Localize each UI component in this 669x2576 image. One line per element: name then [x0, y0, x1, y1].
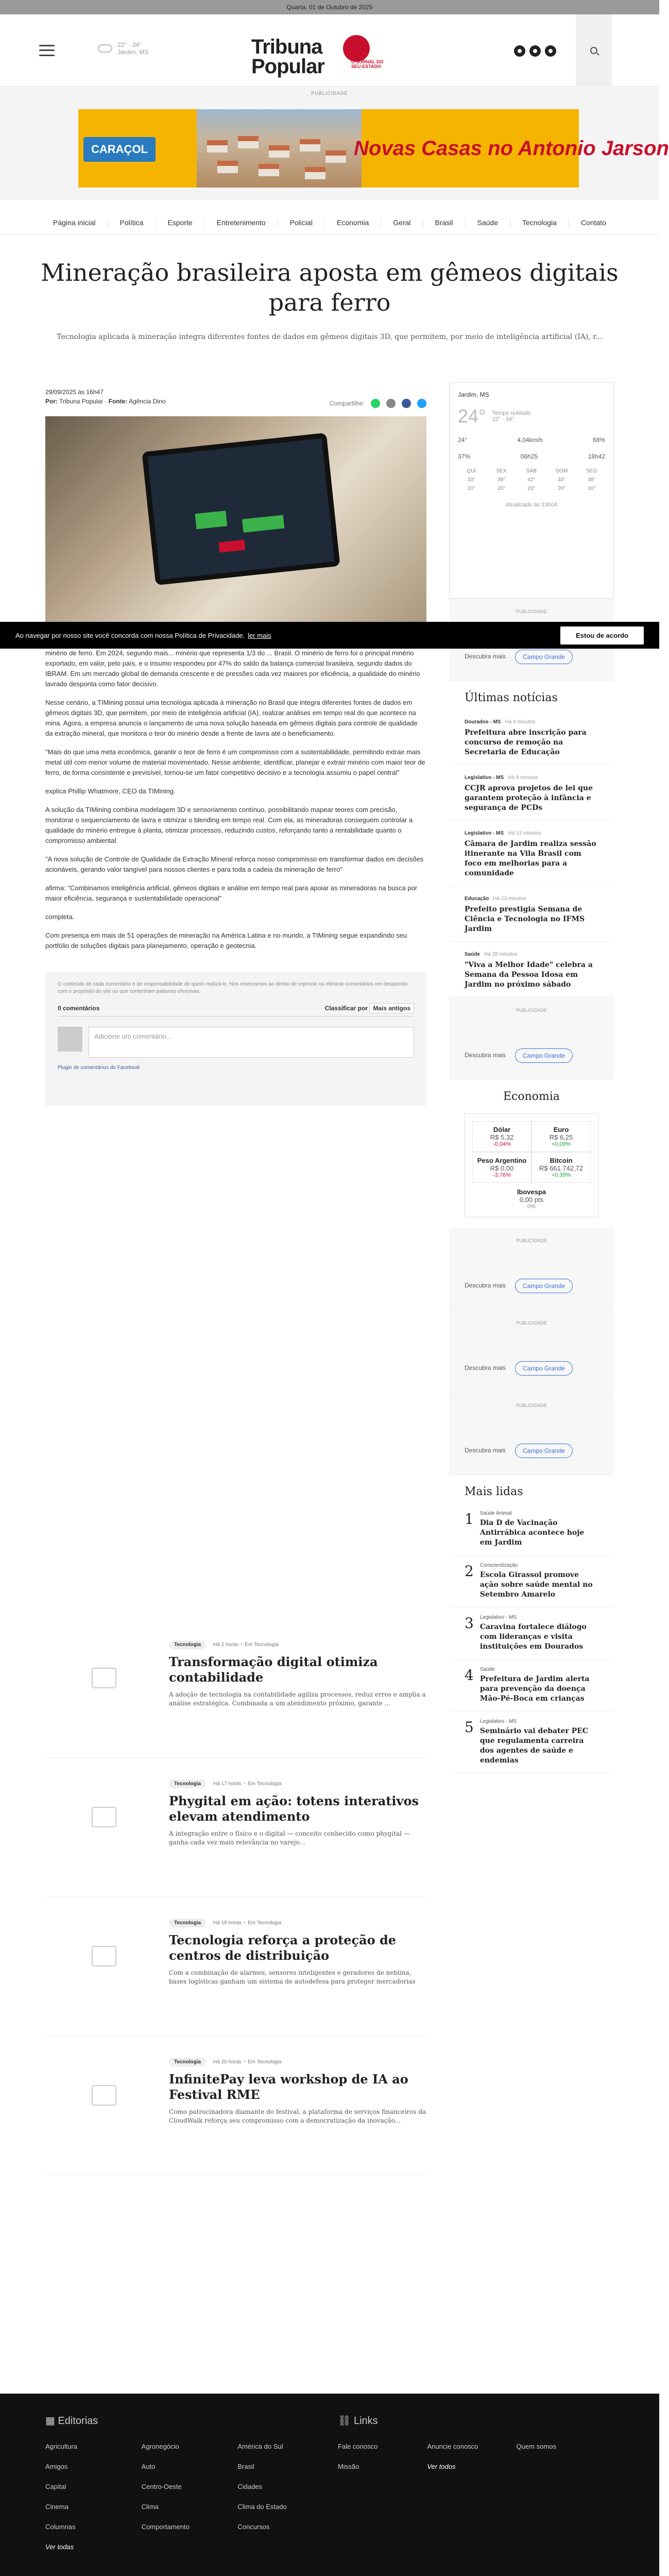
forecast-low: 20°	[467, 486, 475, 492]
rank-number: 3	[465, 1615, 474, 1632]
discover-label: Descubra mais	[465, 1364, 506, 1371]
article-text	[45, 648, 426, 951]
footer-link[interactable]: América do Sul	[237, 2443, 283, 2450]
header-temp-range: 22° · 34°	[117, 41, 142, 48]
sort-select[interactable]: Mais antigos	[369, 1003, 414, 1013]
news-title: Seminário vai debater PEC que regulamenta carreira dos agentes de saúde e endemias	[479, 1727, 589, 1765]
ad-label: PUBLICIDADE	[516, 1320, 547, 1326]
related-title[interactable]: Tecnologia reforça a proteção de centros de distribuição	[169, 1933, 397, 1963]
weather-wind: 4,04km/h	[517, 436, 543, 444]
weather-feels: 24°	[458, 436, 468, 444]
top-ad-zone	[0, 87, 669, 200]
ibovespa-value: 0,00 pts	[519, 1196, 544, 1204]
weather-temp: 24°	[458, 405, 486, 427]
category-tag[interactable]: Tecnologia	[169, 1780, 206, 1788]
youtube-icon[interactable]	[545, 45, 556, 57]
category-label: Em Tecnologia	[247, 1781, 282, 1787]
footer-link[interactable]: Clima do Estado	[237, 2503, 287, 2511]
social-links	[514, 45, 556, 57]
rank-number: 1	[465, 1511, 474, 1528]
houses-image	[197, 109, 362, 188]
category-tag[interactable]: Tecnologia	[169, 1640, 206, 1649]
related-excerpt: A adoção de tecnologia na contabilidade agiliza processos, reduz erros e amplia a análise estratégica. Combinada a um atendimento próximo, garante ...	[169, 1691, 426, 1707]
sidebar	[449, 382, 614, 1773]
footer-link[interactable]: Concursos	[237, 2523, 270, 2531]
news-category: Saúde	[465, 952, 481, 957]
search-button[interactable]	[576, 14, 612, 87]
nav-item[interactable]: Geral	[381, 218, 423, 227]
facebook-share-icon[interactable]	[402, 399, 411, 408]
article-body: 29/09/2025 às 16h47 Por: Tribuna Popular · Fonte: Agência Dino Compartilhe: minério de ferro. Em 2024, segundo mais... minério que representa 1/3 do ... Brasil. O minério de ferro foi o principal minério exportado, em valor, pelo país, e o insumo respondeu por 47% do saldo da balança comercial brasileira, segundo dados do IBRAM. Em um mercado global de demanda crescente e de pressões cada vez maiores por eficiência, a qualidade do minério lavrado desponta como fator decisivo. Nesse cenário, a TIMining possui uma tecnologia aplicada à mineração no Brasil que integra diferentes fontes de dados em gêmeos digitais 3D, que permitem, por meio de inteligência artificial (IA), realizar análises em tempo real do que acontece na mina. Agora, a empresa anuncia o lançamento de uma nova solução baseada em gêmeos digitais para controle de qualidade da extração mineral, que monitora o teor do minério desde a frente de lavra até o beneficiamento. "Mais do que uma meta econômica, garantir o teor de ferro é um compromisso com a sustentabilidade, permitindo extrair mais metal útil com menor volume de material movimentado. Nesse ambiente, identificar, planejar e extrair minério com maior teor de ferro, de forma consistente e previsível, tornou-se um fator competitivo decisivo e a tecnologia assumiu o papel central" explica Phillip Whatmore, CEO da TIMining. A solução da TIMining combina modelagem 3D e sensoriamento contínuo, possibilitando mapear teores com precisão, monitorar o sequenciamento de lavra e otimizar o blending em tempo real. Com ela, as mineradoras conseguem controlar a qualidade do minério entregue à planta, otimizar processos, reduzindo custos, reforçando tanto a rentabilidade quanto o compromisso ambiental. "A nova solução de Controle de Qualidade da Extração Mineral reforça nosso compromisso em transformar dados em decisões acionáveis, gerando valor tangível para nossos clientes e para toda a cadeia da mineração de ferro" afirma: "Combinamos inteligência artificial, gêmeos digitais e análise em tempo real para apoiar as mineradoras na busca por maior eficiência, segurança e sustentabilidade operacional" completa. Com presença em mais de 51 operações de mineração na América Latina e no mundo, a TIMining segue expandindo seu portfólio de soluções digitais para planejamento, operação e geotecnia. O conteúdo de cada comentário é de responsabilidade de quem realizá-lo. Nos reservamos ao direito de reprovar ou eliminar comentários em desacordo com o propósito do site ou que contenham palavras ofensivas. 0 comentários Classificar por Mais antigos Adicione um comentário... Plugin de comentários do Facebook	[45, 387, 426, 1106]
forecast-day: SÁB	[526, 468, 537, 474]
currency-change: +0,09%	[551, 1141, 571, 1147]
accept-cookie-button[interactable]: Estou de acordo	[560, 626, 644, 645]
footer-link[interactable]: Agricultura	[45, 2443, 78, 2450]
campo-grande-pill[interactable]: Campo Grande	[515, 1279, 573, 1293]
footer-link[interactable]: Capital	[45, 2483, 66, 2490]
author-label: Por:	[45, 398, 58, 405]
forecast-day: QUI	[467, 468, 476, 474]
related-article[interactable]: Tecnologia Há 17 horas · Em Tecnologia Phygital em ação: totens interativos elevam atendimento A integração entre o físico e o digital — conceito conhecido como phygital — ganha cada vez mais relevância no varejo...	[45, 1758, 426, 1897]
avatar	[58, 1027, 82, 1052]
news-time: Há 9 minutos	[508, 775, 539, 781]
footer-link[interactable]: Cidades	[237, 2483, 263, 2490]
currency-name: Bitcoin	[550, 1157, 573, 1164]
forecast-low: 20°	[588, 486, 596, 492]
forecast-high: 33°	[467, 477, 475, 483]
news-title: Escola Girassol promove ação sobre saúde mental no Setembro Amarelo	[479, 1571, 593, 1599]
list-item[interactable]	[449, 1503, 614, 1555]
news-title: Caravina fortalece diálogo com lideranças e visita instituições em Dourados	[479, 1623, 587, 1651]
related-article[interactable]: Tecnologia Há 20 horas · Em Tecnologia InfinitePay leva workshop de IA ao Festival RME Como patrocinadora diamante do festival, a plataforma de serviços financeiros da CloudWalk reforça seu compromisso com a democratização da inovação...	[45, 2036, 426, 2175]
article-image	[45, 416, 426, 633]
forecast-day: SEG	[586, 468, 597, 474]
article-paragraph: afirma: "Combinamos inteligência artificial, gêmeos digitais e análise em tempo real para apoiar as mineradoras na busca por maior eficiência, segurança e sustentabilidade operacional"	[45, 884, 418, 902]
sidebar-ad[interactable]	[449, 997, 614, 1080]
news-title: Prefeito prestigia Semana de Ciência e Tecnologia no IFMS Jardim	[465, 905, 585, 933]
news-category: Saúde	[479, 1667, 495, 1672]
sidebar-ad[interactable]	[449, 1393, 614, 1475]
article-paragraph: completa.	[45, 913, 75, 921]
currency-value: R$ 6,25	[549, 1133, 573, 1141]
time-ago: Há 17 horas	[213, 1781, 242, 1787]
facebook-icon[interactable]	[514, 45, 525, 57]
related-title[interactable]: Phygital em ação: totens interativos elevam atendimento	[169, 1793, 419, 1824]
forecast-high: 39°	[588, 477, 596, 483]
sidebar-ad[interactable]	[449, 1228, 614, 1310]
weather-updated: Atualizado às 13h04	[506, 502, 557, 508]
forecast-day: DOM	[555, 468, 568, 474]
facebook-plugin-link[interactable]: Plugin de comentários do Facebook	[58, 1065, 140, 1071]
image-placeholder-icon	[92, 1946, 116, 1967]
news-category: Legislativo - MS	[479, 1615, 517, 1620]
source-label: Fonte:	[108, 398, 128, 405]
news-category: Saúde Animal	[479, 1511, 512, 1516]
news-category: Legislativo - MS	[465, 775, 504, 781]
time-ago: Há 20 horas	[213, 2059, 242, 2065]
comments-note: O conteúdo de cada comentário é de responsabilidade de quem realizá-lo. Nos reservamos ao direito de reprovar ou eliminar comentários em desacordo com o propósito do site ou que contenham palavras ofensivas.	[58, 981, 408, 994]
currency-change: -3,76%	[493, 1172, 511, 1178]
footer-link[interactable]: Anuncie conosco	[427, 2443, 478, 2450]
list-item[interactable]	[449, 1555, 614, 1607]
category-tag[interactable]: Tecnologia	[169, 1919, 206, 1927]
article-paragraph: minério de ferro. Em 2024, segundo mais... minério que representa 1/3 do ... Brasil. O minério de ferro foi o principal minério exportado, em valor, pelo país, e o insumo respondeu por 47% do saldo da balança comercial brasileira, segundo dados do IBRAM. Em um mercado global de demanda crescente e de pressões cada vez maiores por eficiência, a qualidade do minério lavrado desponta como fator decisivo.	[45, 649, 420, 688]
article-date: 29/09/2025 às 16h47	[45, 388, 104, 396]
article-title: Mineração brasileira aposta em gêmeos digitais para ferro	[41, 259, 619, 316]
discover-label: Descubra mais	[465, 1447, 506, 1454]
news-title: CCJR aprova projetos de lei que garantem proteção à infância e segurança de PCDs	[465, 784, 593, 812]
search-icon	[590, 47, 597, 54]
main-nav	[0, 210, 659, 235]
logo-subtitle: O JORNAL DO SEU ESTADO	[351, 59, 384, 69]
nav-item[interactable]: Saúde	[466, 218, 510, 227]
news-category: Legislativo - MS	[465, 831, 504, 836]
footer-link[interactable]: Columnas	[45, 2523, 76, 2531]
footer-link[interactable]: Quem somos	[516, 2443, 556, 2450]
currency-name: Peso Argentino	[477, 1157, 527, 1164]
logo-line2: Popular	[251, 55, 324, 78]
economy-widget	[465, 1113, 598, 1217]
news-time: Há 8 minutos	[505, 719, 536, 725]
logo-badge-icon	[343, 35, 370, 62]
article-paragraph: A solução da TIMining combina modelagem 3D e sensoriamento contínuo, possibilitando mapear teores com precisão, monitorar o sequenciamento de lavra e otimizar o blending em tempo real. Com ela, as mineradoras conseguem controlar a qualidade do minério entregue à planta, otimizar processos, reduzindo custos, reforçando tanto a rentabilidade quanto o compromisso ambiental.	[45, 806, 413, 844]
currency-change: +0,39%	[551, 1172, 571, 1178]
related-articles	[45, 1619, 426, 2175]
discover-label: Descubra mais	[465, 1282, 506, 1289]
list-item[interactable]	[449, 1711, 614, 1773]
list-item[interactable]	[449, 709, 614, 765]
weather-place: Jardim, MS	[458, 391, 489, 398]
share-label: Compartilhe:	[329, 400, 365, 407]
cookie-banner	[0, 622, 659, 649]
tablet-illustration	[142, 433, 340, 585]
nav-item[interactable]: Tecnologia	[510, 218, 569, 227]
nav-item[interactable]: Contato	[580, 218, 606, 227]
category-label: Em Tecnologia	[247, 1920, 282, 1926]
latest-title: Últimas notícias	[465, 691, 558, 704]
footer-link[interactable]: Cinema	[45, 2503, 68, 2511]
nav-item[interactable]: Entretenimento	[205, 218, 278, 227]
comments-count: 0 comentários	[58, 1005, 100, 1012]
nav-item[interactable]: Brasil	[423, 218, 466, 227]
news-time: Há 13 minutos	[508, 831, 541, 836]
discover-label: Descubra mais	[465, 1052, 506, 1059]
rain-chance: 37%	[458, 453, 471, 460]
forecast-high: 39°	[498, 477, 506, 483]
ad-label: PUBLICIDADE	[516, 609, 547, 614]
header-weather-place: Jardim, MS	[117, 48, 149, 56]
related-excerpt: A integração entre o físico e o digital — conceito conhecido como phygital — ganha cada vez mais relevância no varejo...	[169, 1830, 410, 1846]
forecast-low: 20°	[557, 486, 565, 492]
link-icon: ⛓	[338, 2415, 351, 2427]
footer-link[interactable]: Brasil	[237, 2463, 254, 2470]
news-time: Há 23 minutos	[493, 896, 526, 902]
news-title: Prefeitura abre inscrição para concurso de remoção na Secretaria de Educação	[465, 728, 587, 756]
news-category: Legislativo - MS	[479, 1719, 517, 1724]
ad-label: PUBLICIDADE	[516, 1008, 547, 1013]
weather-condition: Tempo nublado	[492, 410, 531, 416]
footer-link[interactable]: Auto	[141, 2463, 156, 2470]
cookie-read-more-link[interactable]: ler mais	[248, 631, 271, 639]
article-source: Agência Dino	[129, 398, 166, 405]
article-paragraph: Com presença em mais de 51 operações de mineração na América Latina e no mundo, a TIMining segue expandindo seu portfólio de soluções digitais para planejamento, operação e geotecnia.	[45, 931, 407, 950]
forecast-low: 20°	[527, 486, 536, 492]
instagram-icon[interactable]	[529, 45, 541, 57]
article-paragraph: "A nova solução de Controle de Qualidade da Extração Mineral reforça nosso compromisso em transformar dados em decisões acionáveis, gerando valor tangível para nossos clientes e para toda a cadeia da mineração de ferro"	[45, 855, 424, 873]
footer-link[interactable]: Comportamento	[141, 2523, 190, 2531]
weather-min: 22°	[492, 416, 501, 422]
sunrise: 06h25	[520, 453, 538, 460]
weather-max: 34°	[505, 416, 514, 422]
nav-item[interactable]: Policial	[278, 218, 325, 227]
forecast-grid	[458, 468, 605, 492]
most-read-title: Mais lidas	[465, 1485, 523, 1498]
weather-humidity: 68%	[592, 436, 605, 444]
news-category: Dourados - MS	[465, 719, 501, 725]
ad-brand: CARAÇOL	[83, 137, 156, 162]
economy-title: Economia	[503, 1090, 560, 1103]
ad-label: PUBLICIDADE	[311, 91, 348, 96]
cloud-icon	[98, 44, 112, 53]
related-title[interactable]: Transformação digital otimiza contabilidade	[169, 1654, 378, 1685]
category-label: Em Tecnologia	[245, 1642, 279, 1648]
list-item[interactable]	[449, 1659, 614, 1711]
article-paragraph: explica Phillip Whatmore, CEO da TIMining.	[45, 787, 176, 795]
related-title[interactable]: InfinitePay leva workshop de IA ao Festival RME	[169, 2072, 408, 2102]
nav-item[interactable]: Página inicial	[41, 218, 108, 227]
footer-link[interactable]: Missão	[338, 2463, 359, 2470]
article-author: Tribuna Popular	[59, 398, 104, 405]
campo-grande-pill[interactable]: Campo Grande	[515, 650, 573, 664]
see-all-links-link[interactable]: Ver todos	[427, 2463, 456, 2470]
nav-item[interactable]: Política	[108, 218, 156, 227]
see-all-editorias-link[interactable]: Ver todas	[45, 2543, 74, 2551]
footer-link[interactable]: Clima	[141, 2503, 159, 2511]
sunset: 18h42	[588, 453, 605, 460]
print-icon[interactable]	[386, 399, 396, 408]
twitter-icon[interactable]	[417, 399, 426, 408]
campo-grande-pill[interactable]: Campo Grande	[515, 1048, 573, 1063]
rank-number: 4	[465, 1667, 474, 1684]
discover-label: Descubra mais	[465, 653, 506, 660]
menu-icon[interactable]	[39, 45, 55, 56]
news-category: Conscientização	[479, 1563, 518, 1568]
footer-link[interactable]: Centro-Oeste	[141, 2483, 182, 2490]
nav-item[interactable]: Esporte	[156, 218, 204, 227]
site-header	[0, 14, 659, 87]
footer-link[interactable]: Agronegócio	[141, 2443, 179, 2450]
rank-number: 5	[465, 1719, 474, 1736]
footer-link[interactable]: Fale conosco	[338, 2443, 378, 2450]
ad-slogan: Novas Casas no Antonio Jarson	[354, 137, 669, 160]
image-placeholder-icon	[92, 1807, 116, 1827]
most-read	[449, 1485, 614, 1773]
list-item[interactable]	[449, 765, 614, 821]
links-title: Links	[353, 2415, 378, 2427]
news-title: Dia D de Vacinação Antirrábica acontece hoje em Jardim	[479, 1519, 585, 1547]
currency-name: Dólar	[493, 1126, 511, 1133]
ad-label: PUBLICIDADE	[516, 1238, 547, 1243]
list-item[interactable]	[449, 1607, 614, 1659]
related-article[interactable]: Tecnologia Há 19 horas · Em Tecnologia Tecnologia reforça a proteção de centros de distribuição Com a combinação de alarmes, sensores inteligentes e geradores de neblina, bases logísticas ganham um sistema de autodefesa para proteger mercadorias	[45, 1897, 426, 2036]
editorias-title: Editorias	[58, 2415, 98, 2427]
logo-line1: Tribuna	[251, 36, 322, 58]
sidebar-ad[interactable]	[449, 1310, 614, 1393]
date-bar	[0, 0, 659, 14]
forecast-high: 33°	[557, 477, 565, 483]
cookie-text: Ao navegar por nosso site você concorda com nossa Política de Privacidade.	[15, 631, 245, 639]
comment-input[interactable]: Adicione um comentário...	[89, 1027, 414, 1058]
category-label: Em Tecnologia	[247, 2059, 282, 2065]
news-category: Educação	[465, 896, 489, 902]
time-ago: Há 19 horas	[213, 1920, 242, 1926]
news-title: Câmara de Jardim realiza sessão itinerante na Vila Brasil com foco em melhorias para a comunidade	[465, 840, 596, 877]
campo-grande-pill[interactable]: Campo Grande	[515, 1444, 573, 1458]
ibovespa-name: Ibovespa	[517, 1188, 546, 1196]
currency-name: Euro	[553, 1126, 569, 1133]
weather-widget: Jardim, MS 24° Tempo nublado 22° · 34° 24° 4,04km/h 68% 37% 06h25 18h42 QUI SEX SÁB DOM SEG 33° 39° 42° 33° 39° 20° 20° 20° 20° 20° Atualizado às 13h04	[449, 382, 614, 599]
image-placeholder-icon	[92, 1668, 116, 1688]
article-paragraph: "Mais do que uma meta econômica, garantir o teor de ferro é um compromisso com a sustentabilidade, permitindo extrair mais metal útil com menor volume de material movimentado. Nesse ambiente, identificar, planejar e extrair minério com maior teor de ferro, de forma consistente e previsível, tornou-se um fator competitivo decisivo e a tecnologia assumiu o papel central"	[45, 748, 425, 776]
ad-label: PUBLICIDADE	[516, 1403, 547, 1408]
whatsapp-icon[interactable]	[371, 399, 380, 408]
news-title: "Viva a Melhor Idade" celebra a Semana da Pessoa Idosa em Jardim no próximo sábado	[465, 961, 593, 989]
forecast-high: 42°	[527, 477, 536, 483]
editorias-icon: ▦	[45, 2415, 55, 2427]
category-tag[interactable]: Tecnologia	[169, 2058, 206, 2066]
comments-section	[45, 972, 426, 1106]
site-logo[interactable]	[251, 36, 384, 78]
news-title: Prefeitura de Jardim alerta para prevenção da doença Mão-Pé-Boca em crianças	[479, 1675, 590, 1703]
currency-value: R$ 5,32	[490, 1133, 514, 1141]
ad-banner[interactable]	[78, 109, 669, 188]
site-footer	[0, 2394, 659, 2576]
list-item[interactable]	[449, 942, 614, 997]
image-placeholder-icon	[92, 2085, 116, 2106]
nav-item[interactable]: Economia	[325, 218, 381, 227]
list-item[interactable]	[449, 886, 614, 942]
related-excerpt: Com a combinação de alarmes, sensores inteligentes e geradores de neblina, bases logísticas ganham um sistema de autodefesa para proteger mercadorias	[169, 1969, 416, 1985]
sort-label: Classificar por	[324, 1005, 368, 1012]
rank-number: 2	[465, 1563, 474, 1580]
time-ago: Há 2 horas	[213, 1642, 238, 1648]
article-paragraph: Nesse cenário, a TIMining possui uma tecnologia aplicada à mineração no Brasil que integra diferentes fontes de dados em gêmeos digitais 3D, que permitem, por meio de inteligência artificial (IA), realizar análises em tempo real do que acontece na mina. Agora, a empresa anuncia o lançamento de uma nova solução baseada em gêmeos digitais para controle de qualidade da extração mineral, que monitora o teor do minério desde a frente de lavra até o beneficiamento.	[45, 699, 418, 737]
currency-change: -0,04%	[493, 1141, 511, 1147]
forecast-day: SEX	[496, 468, 507, 474]
share-bar	[330, 399, 426, 408]
ibovespa-change: 0%	[527, 1204, 536, 1210]
forecast-low: 20°	[498, 486, 506, 492]
header-weather[interactable]	[98, 41, 149, 56]
news-time: Há 28 minutos	[484, 952, 518, 957]
related-excerpt: Como patrocinadora diamante do festival, a plataforma de serviços financeiros da CloudWalk reforça seu compromisso com a democratização da inovação...	[169, 2108, 426, 2124]
currency-value: R$ 661.742,72	[539, 1164, 584, 1172]
article-lead: Tecnologia aplicada à mineração integra diferentes fontes de dados em gêmeos digitais 3D, que permitem, por meio de inteligência artificial (IA), r...	[57, 333, 603, 341]
footer-link[interactable]: Amigos	[45, 2463, 68, 2470]
list-item[interactable]	[449, 821, 614, 886]
campo-grande-pill[interactable]: Campo Grande	[515, 1361, 573, 1376]
related-article[interactable]: Tecnologia Há 2 horas · Em Tecnologia Transformação digital otimiza contabilidade A adoção de tecnologia na contabilidade agiliza processos, reduz erros e amplia a análise estratégica. Combinada a um atendimento próximo, garante ...	[45, 1619, 426, 1758]
currency-value: R$ 0,00	[490, 1164, 514, 1172]
current-date: Quarta, 01 de Outubro de 2025	[286, 4, 373, 11]
